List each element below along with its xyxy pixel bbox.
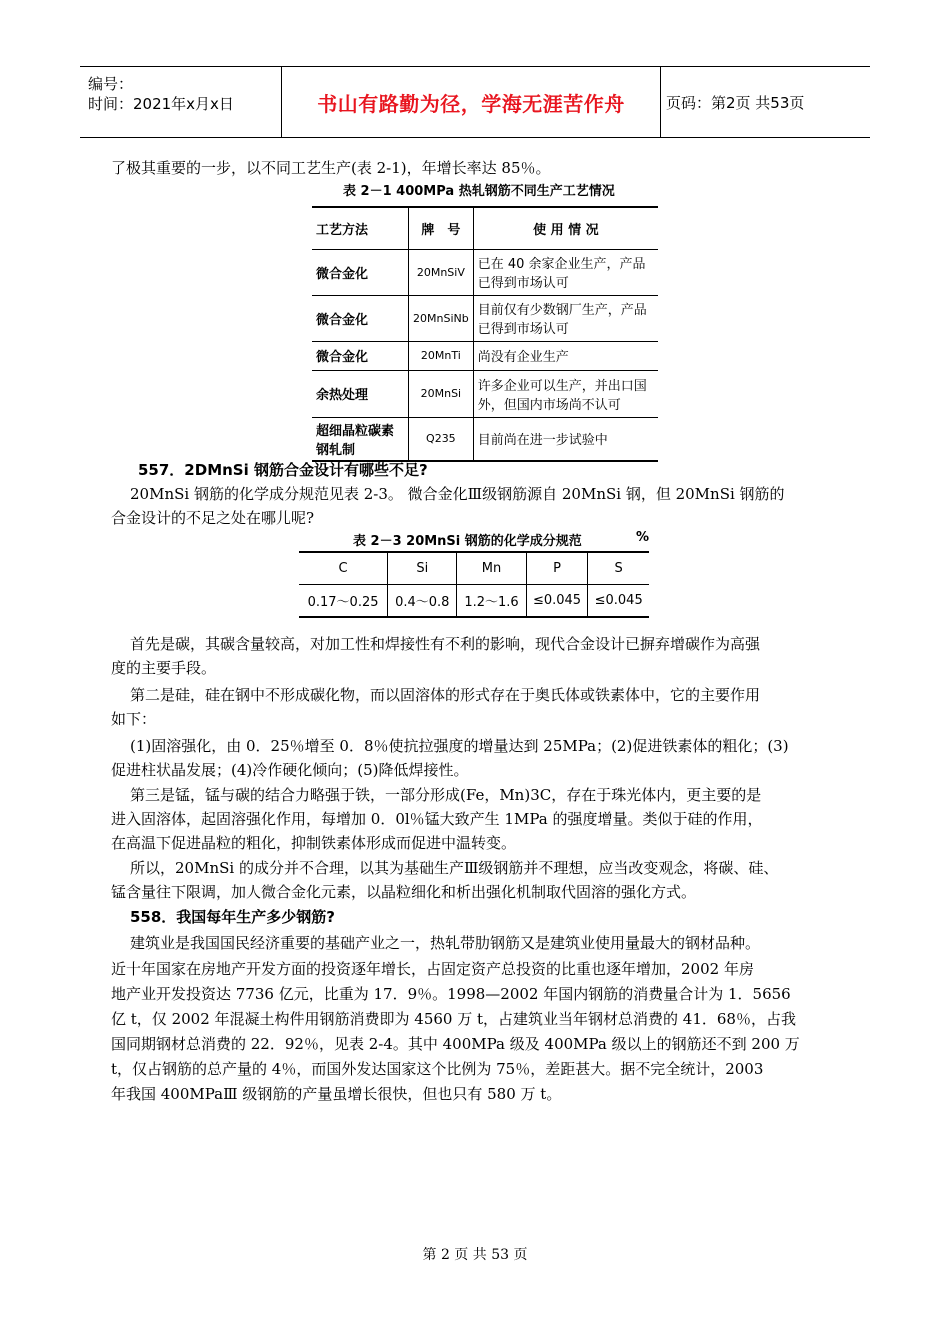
cell-usage bbox=[473, 417, 658, 461]
usage-line: 外，但国内市场尚不认可 bbox=[477, 397, 621, 413]
cell-method: 微合金化 bbox=[312, 249, 409, 295]
usage-line: 已得到市场认可 bbox=[477, 322, 569, 337]
table1-caption: 表 2－1 400MPa 热轧钢筋不同生产工艺情况 bbox=[343, 184, 615, 199]
body-line: 在高温下促进晶粒的粗化，抑制铁素体形成而促进中温转变。 bbox=[111, 834, 517, 852]
cell-method: 微合金化 bbox=[312, 295, 409, 341]
body-line: 进入固溶体，起固溶强化作用，每增加 0．0l％锰大致产生 1MPa 的强度增量。类似于硅的作用， bbox=[111, 810, 763, 828]
table-2-1 bbox=[312, 206, 658, 462]
date-label: 时间：2021年x月x日 bbox=[88, 95, 234, 113]
header-grade: 牌 号 bbox=[409, 207, 474, 249]
table2-unit: % bbox=[636, 530, 650, 545]
table-row bbox=[312, 249, 658, 295]
body-line: 所以，20MnSi 的成分并不合理，以其为基础生产Ⅲ级钢筋并不理想，应当改变观念，将碳、硅、 bbox=[130, 859, 779, 877]
motto: 书山有路勤为径，学海无涯苦作舟 bbox=[317, 91, 625, 116]
number-label: 编号： bbox=[88, 75, 134, 93]
table-row bbox=[312, 341, 658, 370]
table-2-3 bbox=[299, 551, 649, 618]
header-si: Si bbox=[388, 552, 457, 585]
cell-method bbox=[312, 417, 409, 461]
q558-line: 近十年国家在房地产开发方面的投资逐年增长，占固定资产总投资的比重也逐年增加，2002 年房 bbox=[111, 960, 754, 978]
table-row bbox=[312, 295, 658, 341]
table-header-row bbox=[312, 207, 658, 249]
body-line: 首先是碳，其碳含量较高，对加工性和焊接性有不利的影响，现代合金设计已摒弃增碳作为高强 bbox=[130, 635, 761, 653]
header-mn: Mn bbox=[457, 552, 526, 585]
cell-usage bbox=[473, 249, 658, 295]
body-line: 锰含量往下限调，加人微合金化元素，以晶粒细化和析出强化机制取代固溶的强化方式。 bbox=[111, 883, 697, 901]
usage-line: 已在 40 余家企业生产，产品 bbox=[477, 257, 646, 272]
cell-method: 余热处理 bbox=[312, 370, 409, 417]
header-meta bbox=[80, 67, 280, 137]
method-line: 超细晶粒碳素 bbox=[316, 423, 395, 439]
header-usage: 使 用 情 况 bbox=[533, 222, 599, 238]
body-line: 第二是硅，硅在钢中不形成碳化物，而以固溶体的形式存在于奥氏体或铁素体中，它的主要作用 bbox=[130, 686, 761, 704]
body-line: 度的主要手段。 bbox=[111, 659, 217, 677]
value-s: ≤0.045 bbox=[594, 593, 643, 608]
page-footer: 第 2 页 共 53 页 bbox=[422, 1247, 528, 1263]
value-mn: 1.2～1.6 bbox=[457, 585, 526, 618]
q558-line: t，仅占钢筋的总产量的 4％，而国外发达国家这个比例为 75％，差距甚大。据不完全统计，2003 bbox=[111, 1060, 764, 1078]
body-line: 第三是锰，锰与碳的结合力略强于铁，一部分形成(Fe，Mn)3C，存在于珠光体内，更主要的是 bbox=[130, 786, 762, 804]
cell-grade: 20MnSi bbox=[409, 370, 474, 417]
usage-line: 目前尚在进一步试验中 bbox=[477, 433, 608, 449]
method-line: 钢轧制 bbox=[316, 442, 356, 458]
value-si: 0.4～0.8 bbox=[388, 585, 457, 618]
usage-line: 尚没有企业生产 bbox=[477, 350, 569, 365]
header-motto-cell bbox=[281, 67, 661, 137]
cell-method: 微合金化 bbox=[312, 341, 409, 370]
table2-caption: 表 2－3 20MnSi 钢筋的化学成分规范 bbox=[353, 534, 582, 549]
q557-line2: 合金设计的不足之处在哪儿呢? bbox=[111, 509, 315, 527]
header-p: P bbox=[526, 552, 588, 585]
cell-grade: Q235 bbox=[409, 417, 474, 461]
usage-line: 目前仅有少数钢厂生产，产品 bbox=[477, 303, 647, 318]
cell-grade: 20MnTi bbox=[409, 341, 474, 370]
page-info: 页码：第2页 共53页 bbox=[666, 93, 805, 112]
header-method: 工艺方法 bbox=[312, 207, 409, 249]
q558-title: 558．我国每年生产多少钢筋? bbox=[130, 908, 336, 926]
cell-grade: 20MnSiNb bbox=[409, 295, 474, 341]
usage-line: 已得到市场认可 bbox=[477, 276, 569, 291]
value-c: 0.17～0.25 bbox=[299, 585, 388, 618]
table-row bbox=[312, 370, 658, 417]
value-p: ≤0.045 bbox=[526, 585, 588, 618]
q558-line: 亿 t，仅 2002 年混凝土构件用钢筋消费即为 4560 万 t，占建筑业当年钢材总消费的 41．68％，占我 bbox=[111, 1010, 796, 1028]
page-header bbox=[80, 66, 870, 138]
q558-line: 地产业开发投资达 7736 亿元，比重为 17．9％。1998—2002 年国内钢筋的消费量合计为 1．5656 bbox=[111, 985, 791, 1003]
cell-usage bbox=[473, 341, 658, 370]
table-row bbox=[312, 417, 658, 461]
q558-line: 国同期钢材总消费的 22．92％，见表 2-4。其中 400MPa 级及 400MPa 级以上的钢筋还不到 200 万 bbox=[111, 1035, 800, 1053]
body-line: 促进柱状晶发展；(4)冷作硬化倾向；(5)降低焊接性。 bbox=[111, 761, 469, 779]
cell-usage bbox=[473, 295, 658, 341]
header-s: S bbox=[614, 561, 623, 576]
usage-line: 许多企业可以生产，并出口国 bbox=[477, 378, 647, 394]
header-c: C bbox=[299, 552, 388, 585]
q558-line: 年我国 400MPaⅢ 级钢筋的产量虽增长很快，但也只有 580 万 t。 bbox=[111, 1085, 562, 1103]
cell-grade: 20MnSiV bbox=[409, 249, 474, 295]
body-line: (1)固溶强化，由 0．25％增至 0．8％使抗拉强度的增量达到 25MPa；(2)促进铁素体的粗化；(3) bbox=[130, 737, 789, 755]
q557-title: 557．2DMnSi 钢筋合金设计有哪些不足? bbox=[138, 461, 428, 479]
table-row bbox=[299, 585, 649, 618]
cell-usage bbox=[473, 370, 658, 417]
table-header-row bbox=[299, 552, 649, 585]
q558-line: 建筑业是我国国民经济重要的基础产业之一，热轧带肋钢筋又是建筑业使用量最大的钢材品种。 bbox=[130, 934, 761, 952]
q557-line1: 20MnSi 钢筋的化学成分规范见表 2-3。 微合金化Ⅲ级钢筋源自 20MnSi 钢，但 20MnSi 钢筋的 bbox=[130, 485, 785, 503]
intro-text: 了极其重要的一步，以不同工艺生产(表 2-1)，年增长率达 85％。 bbox=[111, 159, 551, 177]
body-line: 如下： bbox=[111, 710, 157, 728]
